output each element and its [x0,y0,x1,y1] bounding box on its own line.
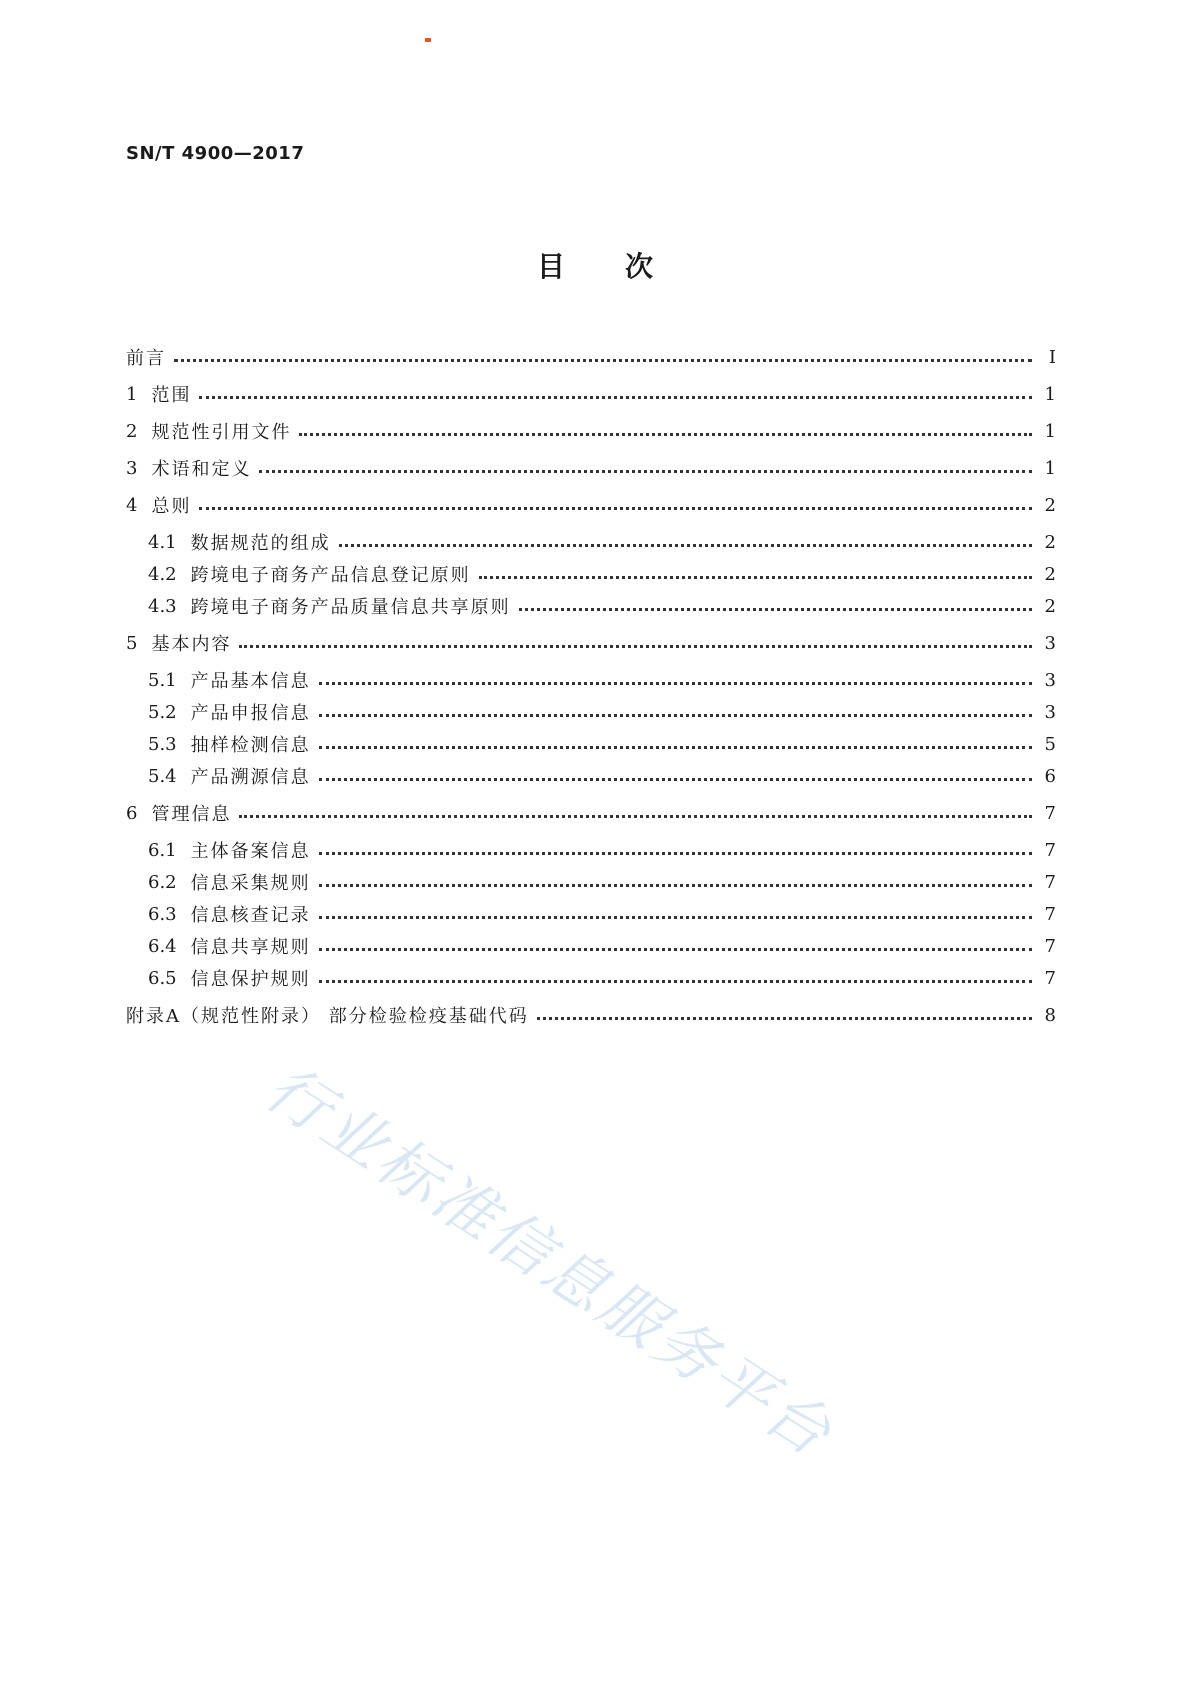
toc-page: 1 [1044,383,1056,405]
page-title: 目次 [536,250,713,283]
toc-leader [319,746,1032,749]
toc-entry-5-4[interactable] [148,763,1056,789]
toc-entry-annex-a[interactable] [126,1002,1056,1028]
toc-leader [537,1017,1032,1020]
toc-entry-6-1[interactable] [148,837,1056,863]
toc-number: 6.3 [148,903,177,925]
toc-number: 4.2 [148,563,177,585]
toc-leader [239,815,1032,818]
toc-page: 7 [1044,871,1056,893]
standard-code: SN/T 4900—2017 [126,143,305,164]
toc-number: 6.5 [148,967,177,989]
toc-label: 主体备案信息 [190,841,311,862]
toc-number: 1 [126,383,138,405]
toc-page: 7 [1044,935,1056,957]
toc-leader [174,359,1032,362]
toc-entry-5[interactable] [126,630,1056,656]
toc-leader [319,884,1032,887]
toc-label: 信息共享规则 [190,937,311,958]
toc-number: 5.3 [148,733,177,755]
toc-label: 附录A（规范性附录） 部分检验检疫基础代码 [126,1006,529,1027]
toc-entry-preface[interactable] [126,344,1056,370]
toc-entry-6-3[interactable] [148,901,1056,927]
toc-page: 5 [1044,733,1056,755]
toc-label: 管理信息 [151,804,232,825]
toc-page: 7 [1044,903,1056,925]
toc-number: 6.2 [148,871,177,893]
toc-number: 4.1 [148,531,177,553]
toc-entry-5-2[interactable] [148,699,1056,725]
toc-page: 2 [1044,595,1056,617]
toc-label: 范围 [151,385,192,406]
toc-label: 产品溯源信息 [190,767,311,788]
toc-entry-6-4[interactable] [148,933,1056,959]
toc-page: 2 [1044,531,1056,553]
toc-leader [319,778,1032,781]
toc-leader [319,852,1032,855]
toc-leader [259,470,1032,473]
toc-page: 3 [1044,701,1056,723]
toc-label: 产品基本信息 [190,671,311,692]
toc-page: 3 [1044,669,1056,691]
toc-entry-3[interactable] [126,455,1056,481]
toc-label: 跨境电子商务产品质量信息共享原则 [190,597,511,618]
watermark: 行业标准信息服务平台 [253,1050,847,1472]
toc-label: 信息保护规则 [190,969,311,990]
toc-number: 2 [126,420,138,442]
toc-label: 跨境电子商务产品信息登记原则 [190,565,471,586]
toc-number: 5 [126,632,138,654]
toc-label: 前言 [126,348,166,369]
toc-page: 1 [1044,420,1056,442]
toc-leader [319,714,1032,717]
toc-leader [319,916,1032,919]
toc-page: Ⅰ [1048,346,1056,368]
toc-leader [519,608,1032,611]
toc-leader [299,433,1032,436]
toc-label: 信息核查记录 [190,905,311,926]
toc-page: 2 [1044,494,1056,516]
toc-number: 5.1 [148,669,177,691]
toc-number: 4 [126,494,138,516]
toc-label: 抽样检测信息 [190,735,311,756]
toc-entry-4[interactable] [126,492,1056,518]
toc-number: 3 [126,457,138,479]
toc-entry-5-3[interactable] [148,731,1056,757]
toc-entry-4-3[interactable] [148,593,1056,619]
toc-label: 产品申报信息 [190,703,311,724]
toc-entry-6-2[interactable] [148,869,1056,895]
toc-leader [199,507,1032,510]
toc-leader [319,980,1032,983]
toc-page: 6 [1044,765,1056,787]
toc-leader [319,948,1032,951]
toc-label: 总则 [151,496,192,517]
toc-entry-6[interactable] [126,800,1056,826]
toc-number: 5.2 [148,701,177,723]
toc-leader [239,645,1032,648]
toc-number: 4.3 [148,595,177,617]
toc-label: 术语和定义 [151,459,252,480]
toc-label: 数据规范的组成 [190,533,331,554]
toc-page: 8 [1044,1004,1056,1026]
toc-label: 规范性引用文件 [151,422,292,443]
toc-page: 7 [1044,839,1056,861]
toc-entry-4-1[interactable] [148,529,1056,555]
toc-entry-2[interactable] [126,418,1056,444]
toc-entry-1[interactable] [126,381,1056,407]
toc-leader [199,396,1032,399]
toc-number: 6.4 [148,935,177,957]
toc-number: 5.4 [148,765,177,787]
toc-leader [479,576,1032,579]
toc-number: 6.1 [148,839,177,861]
toc-page: 2 [1044,563,1056,585]
toc-entry-5-1[interactable] [148,667,1056,693]
toc-leader [319,682,1032,685]
toc-page: 7 [1044,967,1056,989]
toc-label: 信息采集规则 [190,873,311,894]
red-mark [425,38,431,42]
toc-number: 6 [126,802,138,824]
toc-leader [339,544,1032,547]
toc-entry-6-5[interactable] [148,965,1056,991]
toc-page: 7 [1044,802,1056,824]
toc-page: 1 [1044,457,1056,479]
toc-label: 基本内容 [151,634,232,655]
toc-entry-4-2[interactable] [148,561,1056,587]
toc-page: 3 [1044,632,1056,654]
